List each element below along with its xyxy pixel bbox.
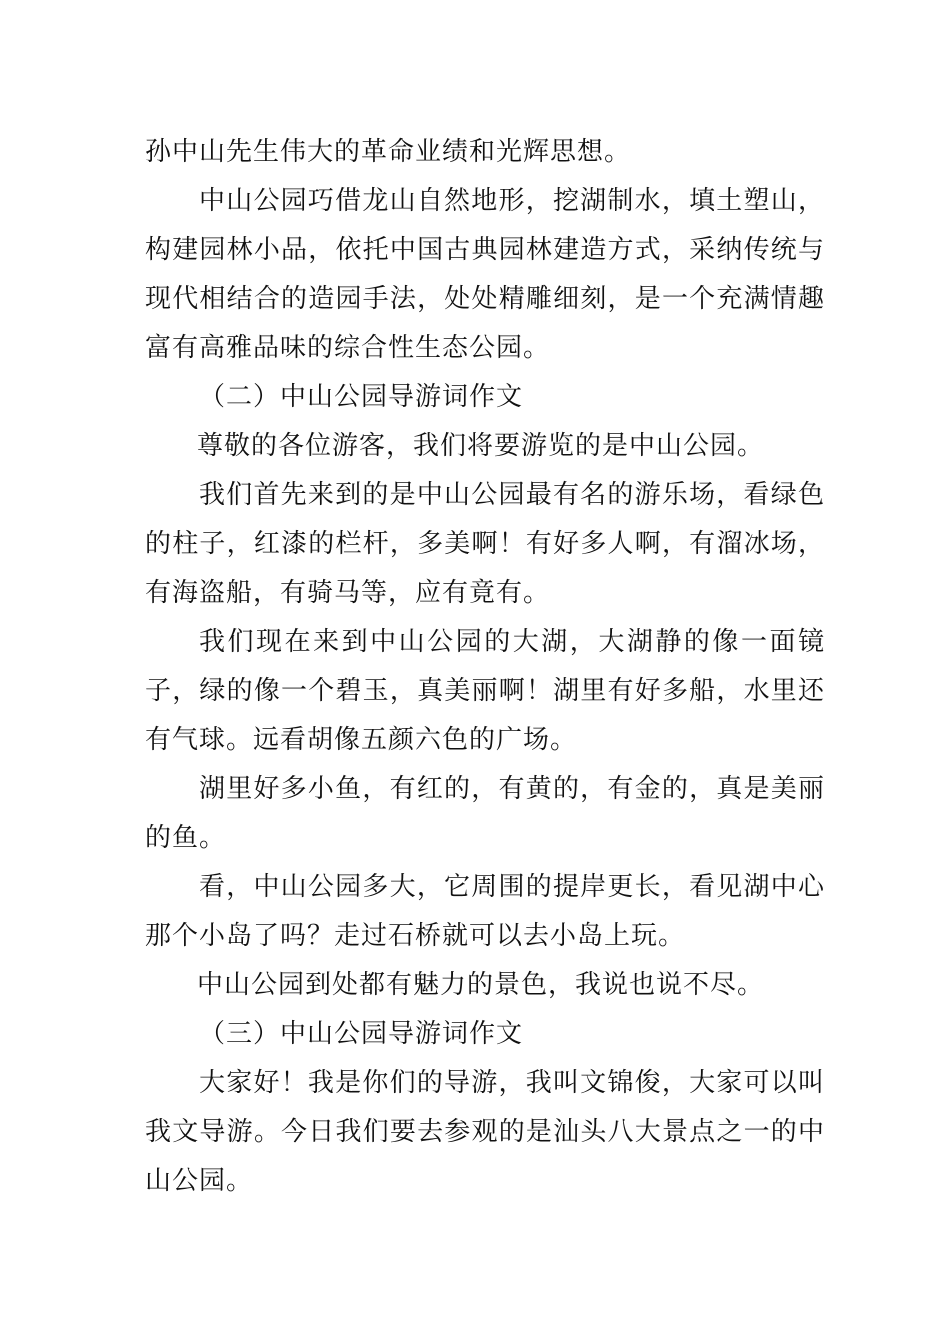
paragraph-greeting: 尊敬的各位游客，我们将要游览的是中山公园。	[197, 431, 765, 461]
paragraph-continuation: 孙中山先生伟大的革命业绩和光辉思想。	[145, 137, 632, 167]
section-heading-three: （三）中山公园导游词作文	[199, 1019, 524, 1049]
paragraph-playground: 我们首先来到的是中山公园最有名的游乐场，看绿色的柱子，红漆的栏杆，多美啊！有好多人啊，有溜冰场，有海盗船，有骑马等，应有竟有。	[145, 480, 825, 608]
section-heading-two: （二）中山公园导游词作文	[199, 382, 524, 412]
paragraph-fish: 湖里好多小鱼，有红的，有黄的，有金的，真是美丽的鱼。	[145, 774, 825, 853]
document-body	[145, 128, 825, 1206]
paragraph-island: 看，中山公园多大，它周围的提岸更长，看见湖中心那个小岛了吗？走过石桥就可以去小岛上玩。	[145, 872, 825, 951]
paragraph-lake: 我们现在来到中山公园的大湖，大湖静的像一面镜子，绿的像一个碧玉，真美丽啊！湖里有好多船，水里还有气球。远看胡像五颜六色的广场。	[145, 627, 825, 755]
paragraph-introduction: 大家好！我是你们的导游，我叫文锦俊，大家可以叫我文导游。今日我们要去参观的是汕头八大景点之一的中山公园。	[145, 1068, 825, 1196]
paragraph-park-design: 中山公园巧借龙山自然地形，挖湖制水，填土塑山，构建园林小品，依托中国古典园林建造方式，采纳传统与现代相结合的造园手法，处处精雕细刻，是一个充满情趣富有高雅品味的综合性生态公园。	[145, 186, 825, 363]
paragraph-scenery: 中山公园到处都有魅力的景色，我说也说不尽。	[197, 970, 765, 1000]
